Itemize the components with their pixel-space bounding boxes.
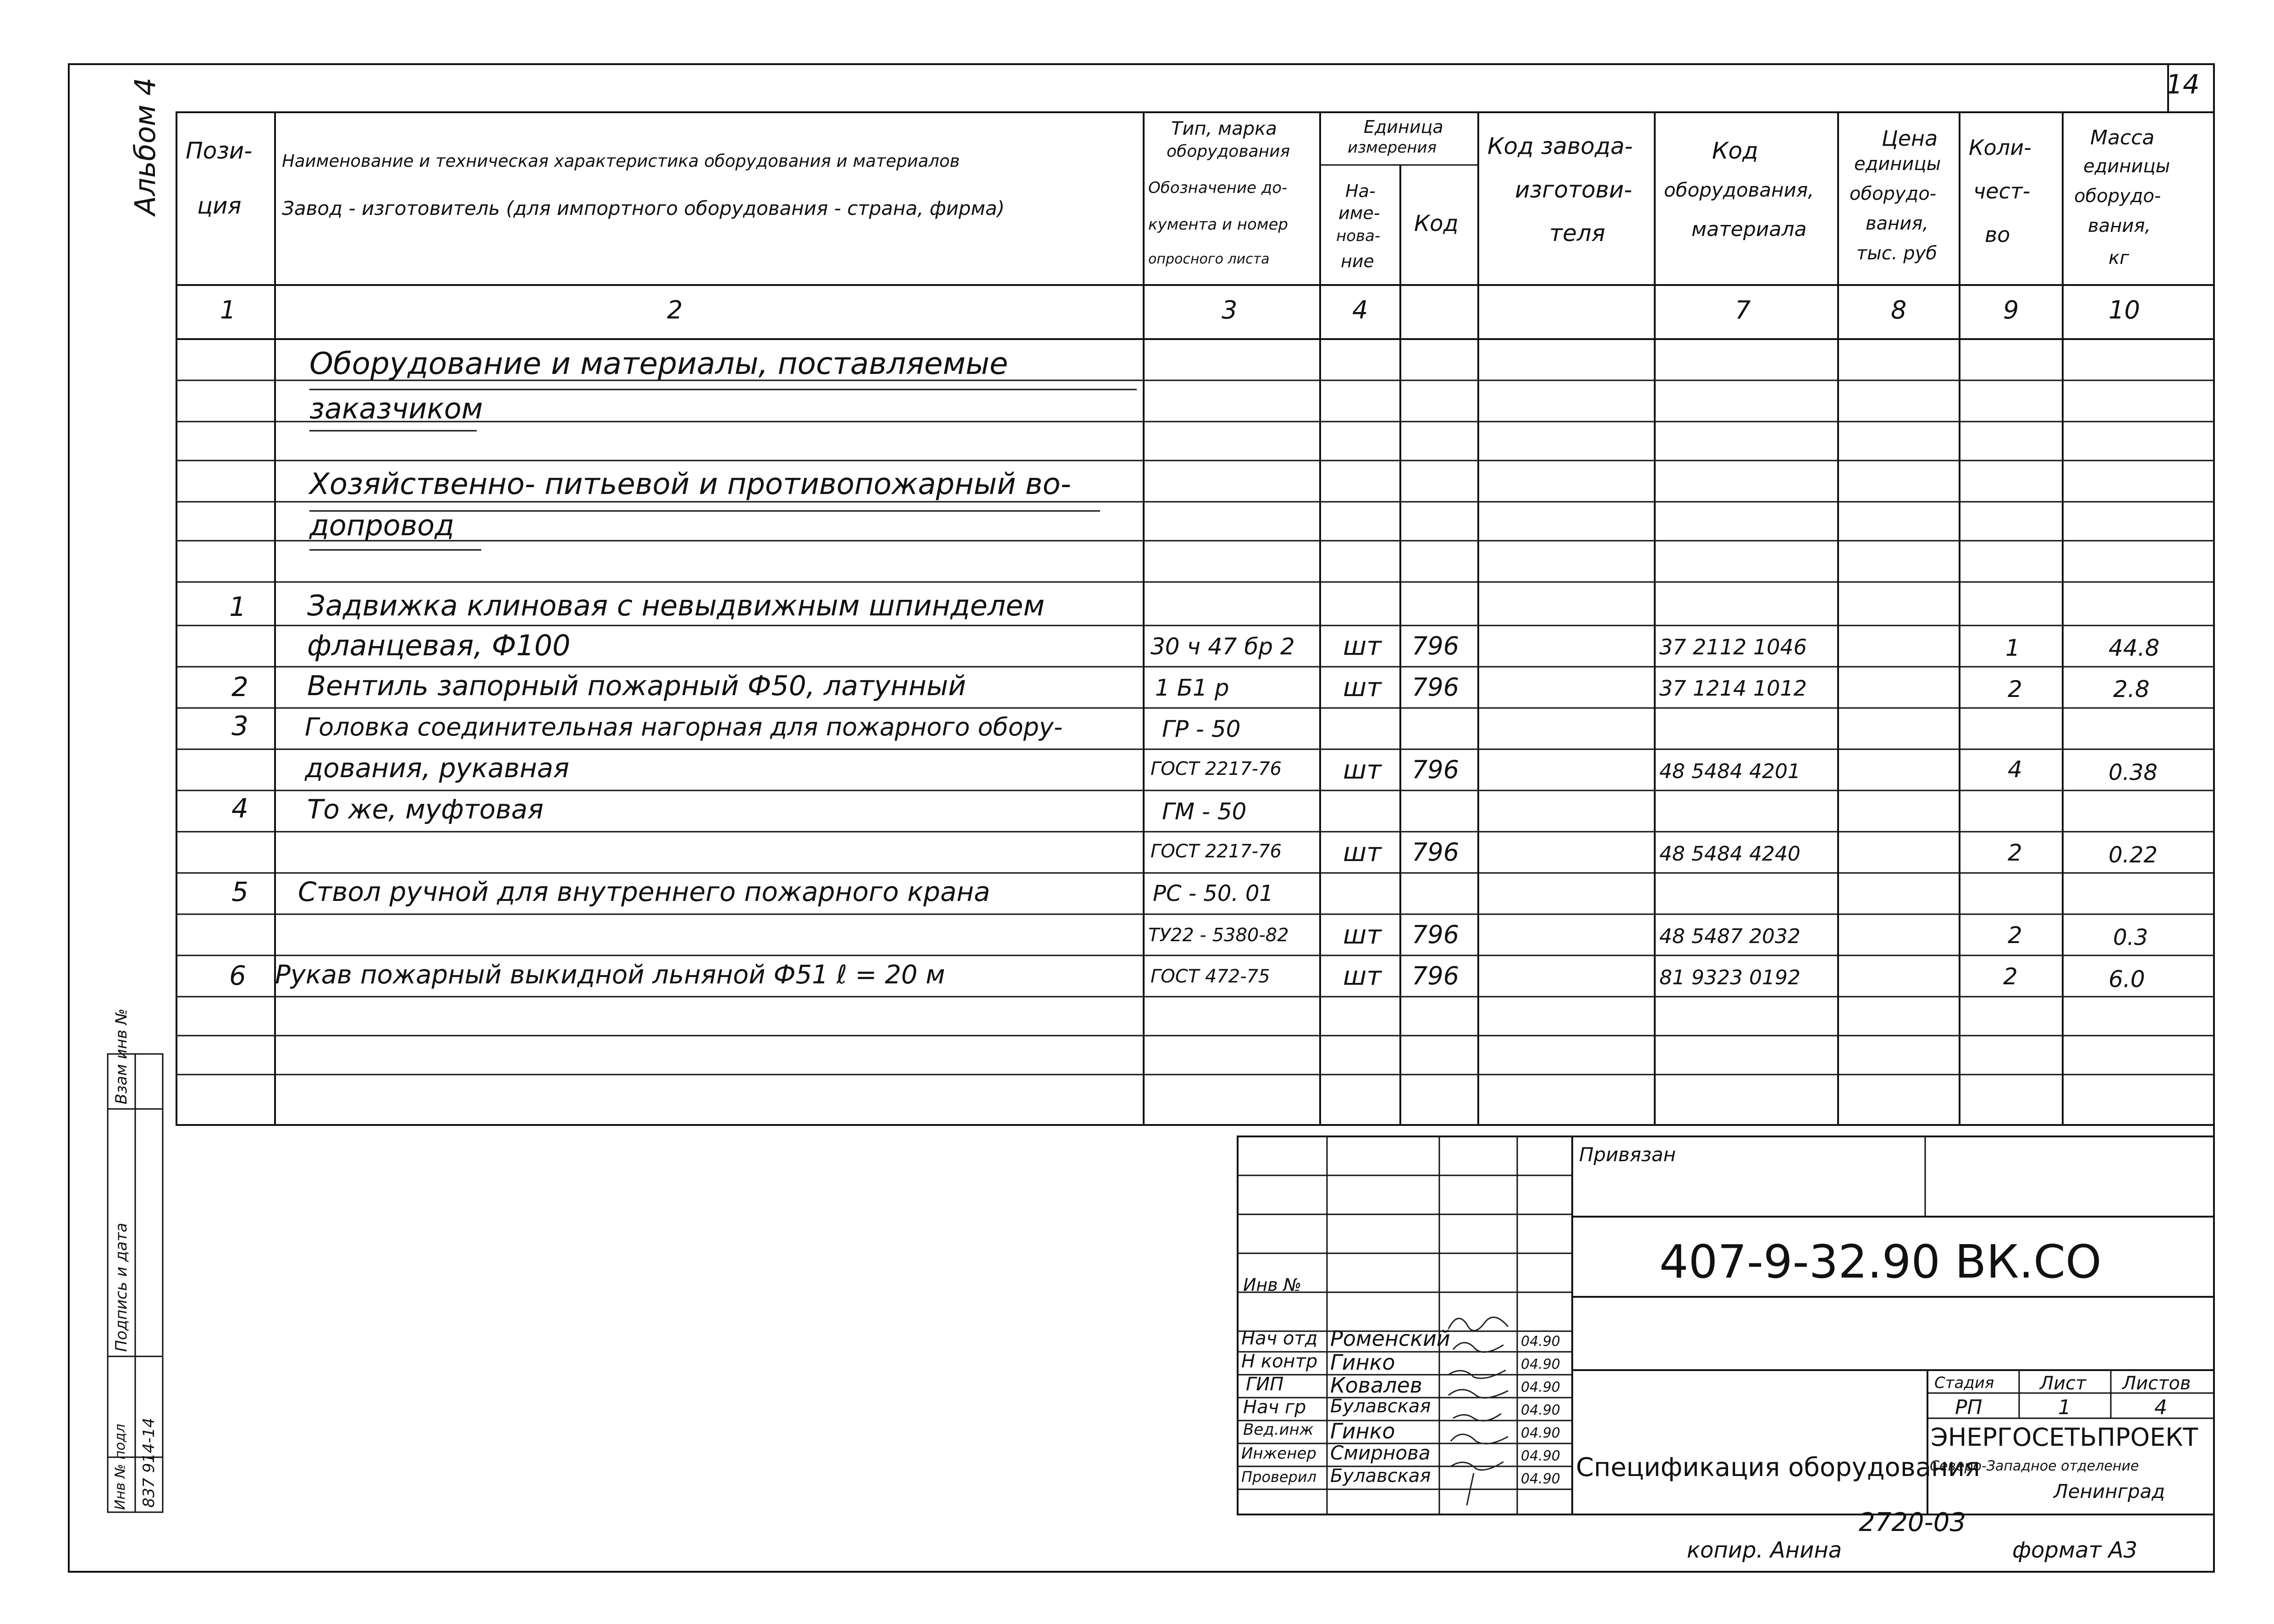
row-qty: 2 <box>2003 963 2018 990</box>
row-name: Вентиль запорный пожарный Ф50, латунный <box>307 670 966 702</box>
row-qty: 2 <box>2008 839 2022 866</box>
side-field-signature: Подпись и дата <box>112 1223 131 1352</box>
header-type-1: Тип, марка <box>1171 118 1277 139</box>
stage-value: РП <box>1955 1396 1982 1419</box>
row-pos: 2 <box>231 671 248 702</box>
signer-role: Вед.инж <box>1243 1421 1314 1439</box>
header-price-1: Цена <box>1882 126 1938 151</box>
side-field-replaced: Взам инв № <box>112 1008 131 1104</box>
row-name: Задвижка клиновая с невыдвижным шпинделем <box>307 589 1045 622</box>
header-name-1: Наименование и техническая характеристика оборудования и материалов <box>282 151 960 171</box>
row-qty: 2 <box>2008 676 2022 702</box>
row-mass: 0.3 <box>2113 925 2148 950</box>
colnum-4: 4 <box>1352 296 1368 324</box>
colnum-7: 7 <box>1735 296 1751 324</box>
row-pos: 4 <box>231 793 248 824</box>
header-factory-2: изготови- <box>1515 176 1632 203</box>
signer-date: 04.90 <box>1521 1356 1560 1372</box>
signer-name: Булавская <box>1330 1465 1431 1487</box>
row-pos: 6 <box>229 960 246 991</box>
header-equip-3: материала <box>1691 218 1807 241</box>
row-name: Головка соединительная нагорная для пожарного обору- <box>305 713 1063 741</box>
signer-name: Гинко <box>1330 1419 1395 1443</box>
row-code: 796 <box>1412 755 1459 784</box>
sheet-number: 14 <box>2166 69 2200 100</box>
row-equip: 37 1214 1012 <box>1659 676 1807 701</box>
side-inventory-value: 837 914-14 <box>140 1417 158 1508</box>
header-price-5: тыс. руб <box>1856 243 1938 264</box>
header-price-2: единицы <box>1854 154 1941 175</box>
row-unit: шт <box>1343 755 1382 785</box>
header-name-2: Завод - изготовитель (для импортного оборудования - страна, фирма) <box>282 197 1005 219</box>
row-unit: шт <box>1343 673 1382 702</box>
signer-date: 04.90 <box>1521 1425 1560 1441</box>
row-code: 796 <box>1412 920 1459 949</box>
organization-name: ЭНЕРГОСЕТЬПРОЕКТ <box>1931 1423 2198 1452</box>
header-mass-4: вания, <box>2088 215 2151 236</box>
colnum-8: 8 <box>1891 296 1907 324</box>
header-factory-1: Код завода- <box>1487 133 1633 159</box>
signer-role: Проверил <box>1241 1468 1317 1486</box>
signer-date: 04.90 <box>1521 1379 1560 1395</box>
colnum-1: 1 <box>220 296 236 324</box>
header-mass-1: Масса <box>2090 126 2155 149</box>
row-name: дования, рукавная <box>305 752 569 784</box>
row-code: 796 <box>1412 631 1459 660</box>
signer-role: ГИП <box>1246 1374 1284 1395</box>
header-type-3: Обозначение до- <box>1148 179 1288 197</box>
row-mass: 2.8 <box>2113 676 2150 702</box>
row-code: 796 <box>1412 838 1459 867</box>
signer-date: 04.90 <box>1521 1333 1560 1350</box>
row-qty: 4 <box>2008 756 2022 783</box>
row-code: 796 <box>1412 961 1459 990</box>
row-type: ГОСТ 472-75 <box>1151 966 1270 987</box>
row-name: фланцевая, Ф100 <box>307 629 571 662</box>
signer-name: Смирнова <box>1330 1442 1431 1464</box>
row-mass: 0.38 <box>2109 760 2158 785</box>
header-price-3: оборудо- <box>1850 183 1937 204</box>
row-equip: 48 5487 2032 <box>1659 925 1800 948</box>
row-pos: 3 <box>231 710 248 741</box>
format-note: формат А3 <box>2012 1537 2138 1563</box>
signer-date: 04.90 <box>1521 1448 1560 1464</box>
header-equip-1: Код <box>1712 137 1758 164</box>
stage-label: Стадия <box>1934 1374 1994 1392</box>
copy-note: копир. Анина <box>1687 1537 1842 1563</box>
sheet-label: Лист <box>2040 1373 2087 1394</box>
signer-role: Нач гр <box>1243 1397 1306 1418</box>
signer-name: Роменский <box>1330 1326 1450 1351</box>
header-factory-3: теля <box>1549 220 1605 247</box>
sheet-value: 1 <box>2058 1396 2071 1419</box>
section-heading: Хозяйственно- питьевой и противопожарный во- <box>309 467 1071 501</box>
signer-name: Гинко <box>1330 1350 1395 1375</box>
row-equip: 48 5484 4201 <box>1659 760 1800 783</box>
header-mass-2: единицы <box>2083 156 2170 177</box>
header-pos-1: Пози- <box>186 137 253 164</box>
row-type: ГОСТ 2217-76 <box>1151 841 1282 862</box>
signer-name: Ковалев <box>1330 1373 1422 1398</box>
signer-role: Нач отд <box>1241 1328 1318 1349</box>
document-code: 407-9-32.90 ВК.СО <box>1659 1235 2102 1289</box>
row-unit: шт <box>1343 920 1382 950</box>
organization-city: Ленинград <box>2054 1480 2165 1503</box>
header-unit-code: Код <box>1414 211 1459 236</box>
colnum-3: 3 <box>1222 296 1238 324</box>
colnum-9: 9 <box>2003 296 2019 324</box>
row-name: То же, муфтовая <box>307 794 544 825</box>
row-type: РС - 50. 01 <box>1153 881 1273 906</box>
row-equip: 81 9323 0192 <box>1659 966 1800 989</box>
row-pos: 5 <box>231 876 248 907</box>
colnum-2: 2 <box>667 296 683 324</box>
header-qty-3: во <box>1985 222 2010 247</box>
header-mass-5: кг <box>2109 247 2130 269</box>
section-heading: допровод <box>309 509 454 542</box>
header-unit-group-2: измерения <box>1348 138 1437 157</box>
order-number: 2720-03 <box>1859 1508 1966 1537</box>
header-equip-2: оборудования, <box>1664 179 1814 201</box>
row-code: 796 <box>1412 673 1459 702</box>
header-type-4: кумента и номер <box>1148 215 1288 234</box>
row-qty: 1 <box>2005 635 2020 661</box>
section-heading: заказчиком <box>309 392 483 425</box>
organization-branch: Северо-Западное отделение <box>1930 1458 2139 1474</box>
header-qty-2: чест- <box>1973 179 2031 203</box>
row-unit: шт <box>1343 961 1382 991</box>
signer-role: Н контр <box>1241 1351 1318 1372</box>
header-qty-1: Коли- <box>1969 135 2032 160</box>
signer-date: 04.90 <box>1521 1471 1560 1487</box>
row-mass: 6.0 <box>2109 966 2145 993</box>
row-pos: 1 <box>229 591 246 622</box>
signer-role: Инженер <box>1241 1444 1316 1463</box>
row-equip: 37 2112 1046 <box>1659 635 1807 659</box>
sheets-label: Листов <box>2122 1373 2191 1394</box>
header-unit-group-1: Единица <box>1364 117 1443 137</box>
header-mass-3: оборудо- <box>2074 186 2161 207</box>
inventory-label: Инв № <box>1243 1275 1302 1295</box>
section-heading: Оборудование и материалы, поставляемые <box>309 346 1008 381</box>
signer-name: Булавская <box>1330 1396 1431 1417</box>
row-name: Рукав пожарный выкидной льняной Ф51 ℓ = 20 м <box>275 960 945 990</box>
row-type: ТУ22 - 5380-82 <box>1148 925 1289 946</box>
row-type: ГОСТ 2217-76 <box>1151 758 1282 779</box>
row-type: ГМ - 50 <box>1162 798 1247 825</box>
row-equip: 48 5484 4240 <box>1659 842 1800 866</box>
colnum-10: 10 <box>2109 296 2140 324</box>
side-field-inventory: Инв № подл <box>112 1424 128 1510</box>
row-mass: 0.22 <box>2109 842 2158 868</box>
row-qty: 2 <box>2008 922 2022 949</box>
header-unit-name-3: нова- <box>1336 227 1381 245</box>
row-type: 30 ч 47 бр 2 <box>1151 633 1295 660</box>
album-label: Альбом 4 <box>128 77 162 215</box>
row-type: 1 Б1 р <box>1155 675 1229 701</box>
header-price-4: вания, <box>1866 213 1929 234</box>
header-type-2: оборудования <box>1167 142 1290 161</box>
signer-date: 04.90 <box>1521 1402 1560 1418</box>
header-unit-name-4: ние <box>1341 251 1374 271</box>
sheets-value: 4 <box>2154 1396 2167 1419</box>
header-unit-name-1: На- <box>1345 181 1376 201</box>
header-type-5: опросного листа <box>1148 251 1270 267</box>
bound-label: Привязан <box>1579 1143 1676 1166</box>
row-mass: 44.8 <box>2109 635 2160 661</box>
document-title: Спецификация оборудования <box>1576 1453 1980 1482</box>
header-unit-name-2: име- <box>1338 203 1380 223</box>
row-unit: шт <box>1343 838 1382 867</box>
row-unit: шт <box>1343 631 1382 661</box>
row-type: ГР - 50 <box>1162 716 1241 742</box>
row-name: Ствол ручной для внутреннего пожарного крана <box>298 876 991 907</box>
header-pos-2: ция <box>197 192 242 219</box>
